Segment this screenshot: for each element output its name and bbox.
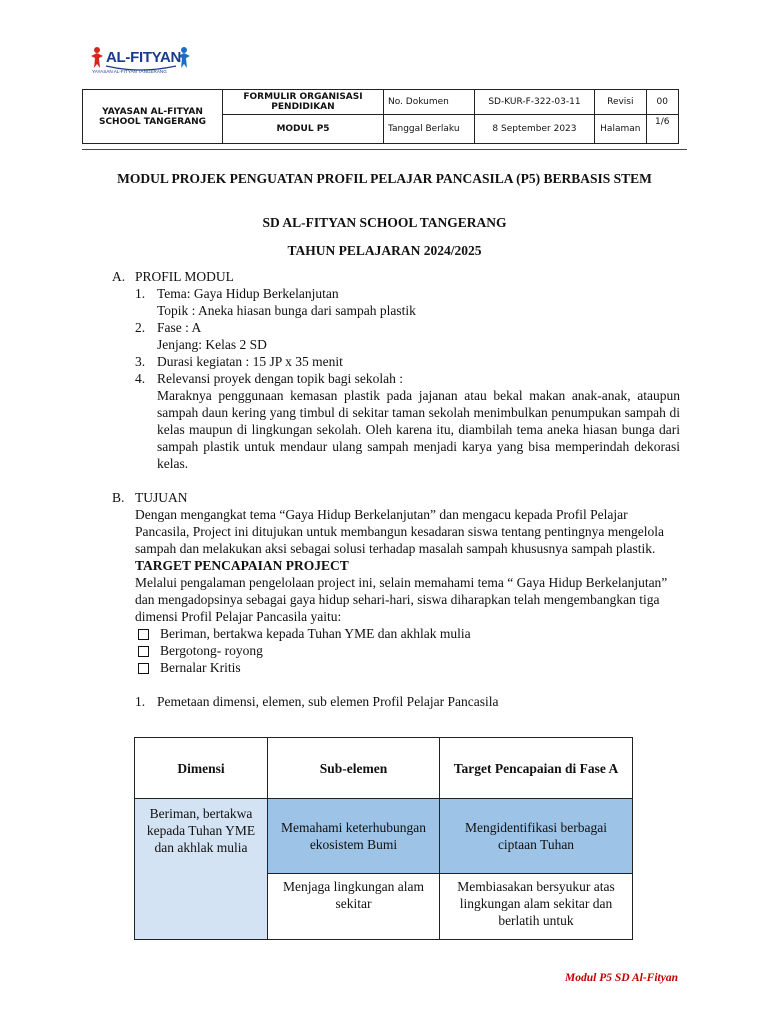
list-item: 4. Relevansi proyek dengan topik bagi sekolah : Maraknya penggunaan kemasan plastik pada jajanan atau bekal makan anak-anak, ataupun sampah daun kering yang timbul di sekitar taman sekolah menimbulkan penumpukan sampah di kelas maupun di lingkungan sekolah. Oleh karena itu, diambilah tema aneka hiasan bunga dari sampah plastik untuk mendaur ulang sampah menjadi karya yang bisa memperindah dekorasi kelas. — [135, 371, 680, 471]
section-a-letter: A. — [112, 269, 126, 284]
duration-line: Durasi kegiatan : 15 JP x 35 menit — [157, 354, 343, 369]
mapping-label: Pemetaan dimensi, elemen, sub elemen Profil Pelajar Pancasila — [157, 694, 499, 709]
dimension-mapping-table — [134, 737, 633, 940]
school-name-cell: YAYASAN AL-FITYAN SCHOOL TANGERANG — [83, 90, 223, 144]
academic-year-title: TAHUN PELAJARAN 2024/2025 — [287, 243, 482, 258]
goal-paragraph: Dengan mengangkat tema “Gaya Hidup Berkelanjutan” dan mengacu kepada Profil Pelajar Pancasila, Project ini ditujukan untuk membangun kesadaran siswa tentang pentingnya mengelola sampah dan melakukan aksi sebagai solusi terhadap masalah sampah khususnya sampah plastik. — [135, 507, 664, 556]
dimension-item: Bergotong- royong — [112, 642, 680, 659]
table-header-dimension: Dimensi — [135, 738, 268, 799]
effective-date-label: Tanggal Berlaku — [383, 115, 474, 144]
subelement-cell: Menjaga lingkungan alam sekitar — [268, 874, 440, 940]
dimension-item: Bernalar Kritis — [112, 659, 680, 676]
page-label: Halaman — [595, 115, 647, 144]
section-a-label: PROFIL MODUL — [135, 269, 234, 284]
doc-number-label: No. Dokumen — [383, 90, 474, 115]
module-name-cell: MODUL P5 — [223, 115, 384, 144]
school-title: SD AL-FITYAN SCHOOL TANGERANG — [262, 215, 507, 230]
target-heading: TARGET PENCAPAIAN PROJECT — [135, 558, 349, 573]
document-header-table — [82, 89, 679, 144]
table-header-target: Target Pencapaian di Fase A — [440, 738, 633, 799]
table-row — [135, 799, 633, 874]
doc-number-value: SD-KUR-F-322-03-11 — [474, 90, 594, 115]
revision-value: 00 — [646, 90, 678, 115]
section-b-heading — [112, 489, 680, 506]
revision-label: Revisi — [595, 90, 647, 115]
list-item: 2. Fase : A Jenjang: Kelas 2 SD — [112, 319, 680, 353]
page-value: 1/6 — [646, 115, 678, 144]
effective-date-value: 8 September 2023 — [474, 115, 594, 144]
relevance-line: Relevansi proyek dengan topik bagi sekolah : — [157, 371, 403, 386]
school-logo — [88, 44, 192, 78]
page-footer: Modul P5 SD Al-Fityan — [565, 972, 678, 984]
list-item: 3. Durasi kegiatan : 15 JP x 35 menit — [112, 353, 680, 370]
document-body — [112, 268, 680, 710]
header-divider — [82, 149, 687, 150]
target-cell: Mengidentifikasi berbagai ciptaan Tuhan — [440, 799, 633, 874]
phase-line: Fase : A — [157, 320, 202, 335]
profile-list — [112, 285, 680, 472]
target-paragraph: Melalui pengalaman pengelolaan project ini, selain memahami tema “ Gaya Hidup Berkelanjutan” dan mengadopsinya sebagai gaya hidup sehari-hari, siswa diharapkan telah mengembangkan tiga dimensi Profil Pelajar Pancasila yaitu: — [135, 575, 668, 624]
section-a-heading — [112, 268, 680, 285]
document-title: MODUL PROJEK PENGUATAN PROFIL PELAJAR PANCASILA (P5) BERBASIS STEM — [117, 171, 652, 186]
relevance-paragraph: Maraknya penggunaan kemasan plastik pada jajanan atau bekal makan anak-anak, ataupun sampah daun kering yang timbul di sekitar taman sekolah menimbulkan penumpukan sampah di kelas maupun di lingkungan sekolah. Oleh karena itu, diambilah tema aneka hiasan bunga dari sampah plastik untuk mendaur ulang sampah menjadi karya yang bisa memperindah dekorasi kelas. — [157, 388, 680, 471]
theme-line: Tema: Gaya Hidup Berkelanjutan — [157, 286, 339, 301]
list-item: 1. Pemetaan dimensi, elemen, sub elemen Profil Pelajar Pancasila — [112, 693, 680, 710]
mapping-list — [112, 693, 680, 710]
table-header-subelement: Sub-elemen — [268, 738, 440, 799]
topic-line: Topik : Aneka hiasan bunga dari sampah plastik — [157, 303, 416, 318]
logo-subtitle: YAYASAN AL-FITYAN TANGERANG — [92, 69, 167, 74]
checkbox-icon — [138, 663, 149, 674]
dimension-cell: Beriman, bertakwa kepada Tuhan YME dan akhlak mulia — [135, 799, 268, 940]
target-cell: Membiasakan bersyukur atas lingkungan alam sekitar dan berlatih untuk — [440, 874, 633, 940]
subelement-cell: Memahami keterhubungan ekosistem Bumi — [268, 799, 440, 874]
form-title-cell: FORMULIR ORGANISASI PENDIDIKAN — [223, 90, 384, 115]
checkbox-icon — [138, 646, 149, 657]
section-b-label: TUJUAN — [135, 490, 188, 505]
grade-line: Jenjang: Kelas 2 SD — [157, 337, 267, 352]
section-b-letter: B. — [112, 490, 125, 505]
list-item: 1. Tema: Gaya Hidup Berkelanjutan Topik : Aneka hiasan bunga dari sampah plastik — [112, 285, 680, 319]
logo-wordmark: AL-FITYAN — [106, 49, 182, 66]
dimension-item: Beriman, bertakwa kepada Tuhan YME dan akhlak mulia — [112, 625, 680, 642]
checkbox-icon — [138, 629, 149, 640]
